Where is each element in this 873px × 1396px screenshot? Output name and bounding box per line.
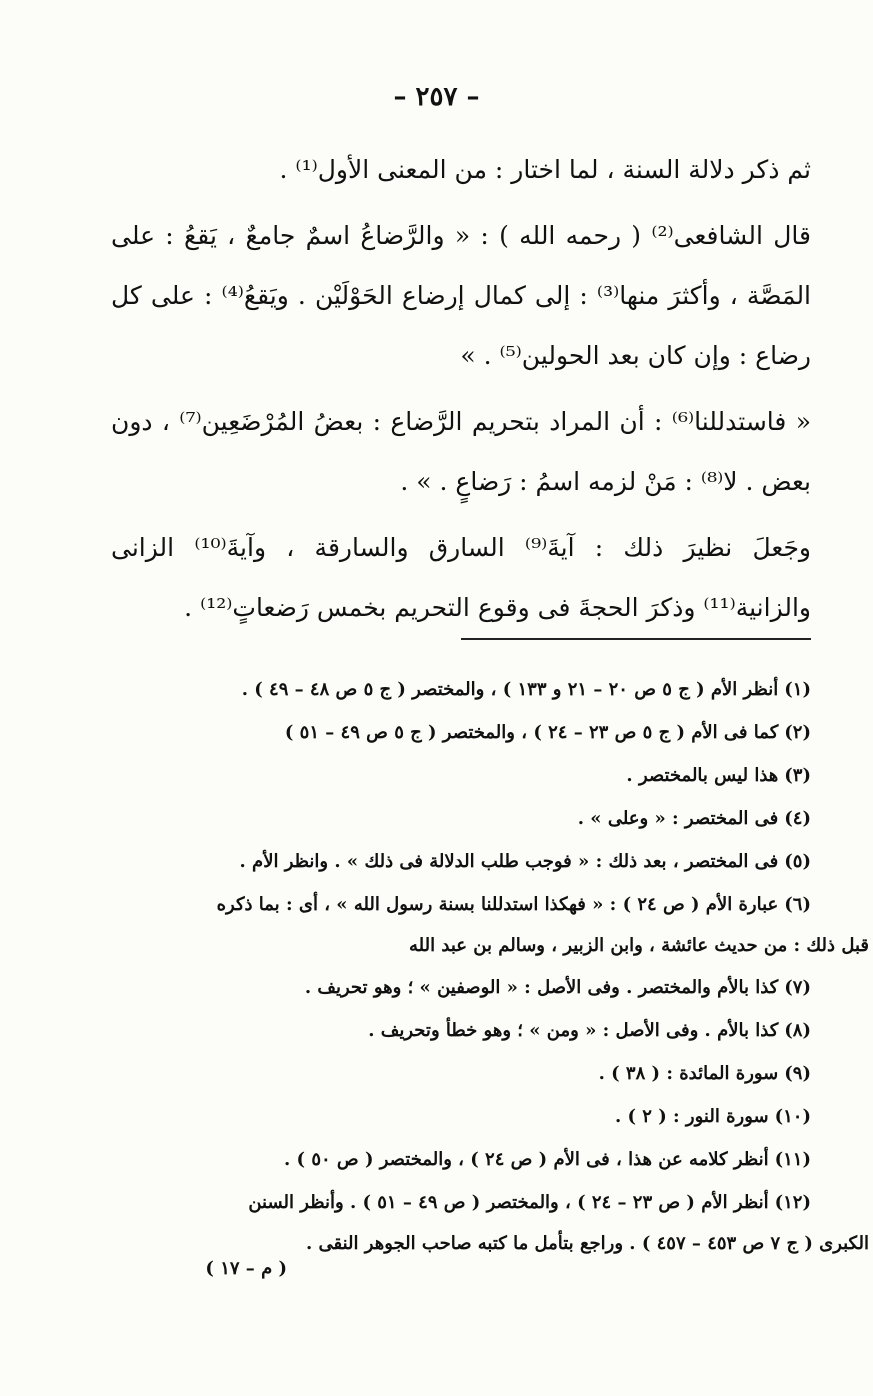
footnote-text: عبارة الأم ( ص ٢٤ ) : « فهكذا استدللنا بسنة رسول الله » ، أى : بما ذكره [216,894,779,915]
footnote-continuation: قبل ذلك : من حديث عائشة ، وابن الزبير ، وسالم بن عبد الله [409,935,869,956]
footnote-number: (١) [784,679,811,700]
paragraph: قال الشافعى⁽²⁾ ( رحمه الله ) : « والرَّضاعُ اسمٌ جامعٌ ، يَقعُ : على المَصَّة ، وأكثرَ منها⁽³⁾ : إلى كمال إرضاع الحَوْلَيْن . ويَقعُ⁽⁴⁾ : على كل رضاع : وإن كان بعد الحولين⁽⁵⁾ . » [111,221,812,370]
footnote-number: (٦) [784,894,811,915]
footnote-text: كذا بالأم . وفى الأصل : « ومن » ؛ وهو خطأ وتحريف . [368,1020,779,1041]
paragraph: وجَعلَ نظيرَ ذلك : آيةَ⁽⁹⁾ السارق والسارقة ، وآيةَ⁽¹⁰⁾ الزانى والزانية⁽¹¹⁾ وذكرَ الحجةَ فى وقوع التحريم بخمس رَضعاتٍ⁽¹²⁾ . [111,533,812,622]
footnote-text: سورة النور : ( ٢ ) . [614,1106,769,1127]
footnote [111,1138,811,1181]
footnote-text: فى المختصر ، بعد ذلك : « فوجب طلب الدلالة فى ذلك » . وانظر الأم . [239,851,779,872]
footnote-number: (٤) [784,808,811,829]
footnote-continuation: الكبرى ( ج ٧ ص ٤٥٣ – ٤٥٧ ) . وراجع بتأمل ما كتبه صاحب الجوهر النقى . [305,1233,869,1254]
signature-mark: ( م – ١٧ ) [205,1258,287,1279]
page-number: – ٢٥٧ – [393,82,480,112]
footnote-number: (٥) [784,851,811,872]
footnote-text: أنظر الأم ( ج ٥ ص ٢٠ – ٢١ و ١٣٣ ) ، والمختصر ( ج ٥ ص ٤٨ – ٤٩ ) . [241,679,779,700]
footnote-number: (١٢) [774,1192,811,1213]
footnote [111,966,811,1009]
footnote-number: (٧) [784,977,811,998]
footnote [111,754,811,797]
footnote-text: كذا بالأم والمختصر . وفى الأصل : « الوصفين » ؛ وهو تحريف . [304,977,779,998]
paragraph: ثم ذكر دلالة السنة ، لما اختار : من المعنى الأول⁽¹⁾ . [279,155,811,184]
footnote-text: كما فى الأم ( ج ٥ ص ٢٣ – ٢٤ ) ، والمختصر ( ج ٥ ص ٤٩ – ٥١ ) [284,722,779,743]
footnote-number: (٢) [784,722,811,743]
footnote [111,883,811,926]
footnote [111,668,811,711]
footnote-number: (١١) [774,1149,811,1170]
footnote-number: (١٠) [774,1106,811,1127]
footnote [111,1095,811,1138]
footnote-text: فى المختصر : « وعلى » . [577,808,779,829]
footnote [111,1009,811,1052]
footnote [111,711,811,754]
footnote-number: (٨) [784,1020,811,1041]
footnote-number: (٣) [784,765,811,786]
footnote-text: هذا ليس بالمختصر . [626,765,779,786]
footnote-text: سورة المائدة : ( ٣٨ ) . [598,1063,779,1084]
footnote-number: (٩) [784,1063,811,1084]
footnotes [111,668,869,1264]
footnote-text: أنظر الأم ( ص ٢٣ – ٢٤ ) ، والمختصر ( ص ٤٩ – ٥١ ) . وأنظر السنن [248,1192,769,1213]
footnote-text: أنظر كلامه عن هذا ، فى الأم ( ص ٢٤ ) ، والمختصر ( ص ٥٠ ) . [283,1149,769,1170]
footnote [111,797,811,840]
paragraph: « فاستدللنا⁽⁶⁾ : أن المراد بتحريم الرَّضاع : بعضُ المُرْضَعِين⁽⁷⁾ ، دون بعض . لا⁽⁸⁾ : مَنْ لزمه اسمُ : رَضاعٍ . » . [111,407,811,496]
main-text [111,140,811,638]
footnote [111,1052,811,1095]
footnote [111,840,811,883]
footnote [111,1181,811,1224]
footnote-divider [461,638,811,640]
